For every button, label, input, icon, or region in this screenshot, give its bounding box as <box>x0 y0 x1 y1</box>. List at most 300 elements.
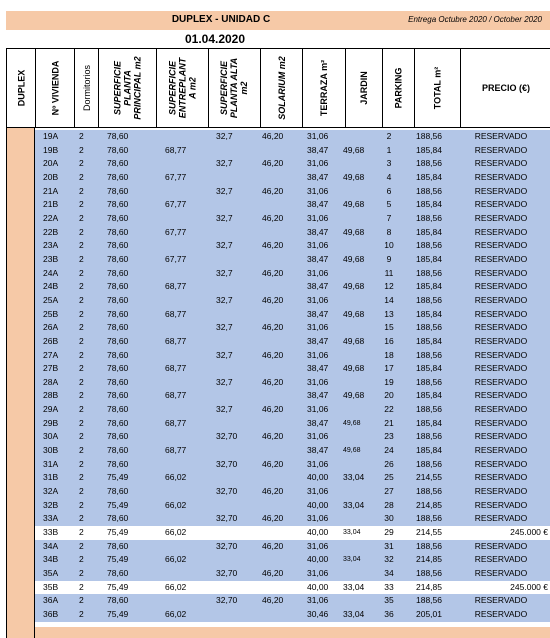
cell-dorm: 2 <box>79 527 84 538</box>
cell-so: 46,20 <box>262 158 284 169</box>
cell-pr: RESERVADO <box>474 568 528 578</box>
delivery-date: Entrega Octubre 2020 / October 2020 <box>408 15 542 24</box>
table-row <box>35 362 550 376</box>
cell-viv: 20A <box>43 158 59 169</box>
cell-viv: 30A <box>43 431 59 442</box>
cell-viv: 19B <box>43 144 59 155</box>
cell-dorm: 2 <box>79 322 84 333</box>
header-dormitorios-label: Dormitorios <box>81 64 92 112</box>
cell-sa: 32,70 <box>216 595 238 606</box>
cell-to: 188,56 <box>416 267 442 278</box>
cell-pa: 16 <box>384 335 394 346</box>
cell-viv: 35A <box>43 568 59 578</box>
section-sidebar <box>6 128 35 638</box>
cell-dorm: 2 <box>79 404 84 415</box>
header-sup-alta-line-2: PLANTA ALTA <box>229 57 240 119</box>
cell-dorm: 2 <box>79 540 84 551</box>
cell-to: 188,56 <box>416 568 442 578</box>
cell-sp: 78,60 <box>107 212 129 223</box>
cell-sp: 78,60 <box>107 226 129 237</box>
header-sup-entreplanta-line-2: ENTREPLANT <box>177 57 188 119</box>
cell-so: 46,20 <box>262 294 284 305</box>
cell-pa: 20 <box>384 390 394 401</box>
cell-sp: 78,60 <box>107 335 129 346</box>
cell-viv: 32A <box>43 486 59 497</box>
cell-dorm: 2 <box>79 363 84 374</box>
cell-dorm: 2 <box>79 171 84 182</box>
header-section <box>7 49 36 127</box>
cell-pr: RESERVADO <box>474 240 528 251</box>
cell-pa: 28 <box>384 499 394 510</box>
document-title: DUPLEX - UNIDAD C <box>171 14 271 25</box>
cell-to: 185,84 <box>416 308 442 319</box>
cell-sa: 32,70 <box>216 486 238 497</box>
cell-ja: 49,68 <box>343 419 361 427</box>
cell-sp: 78,60 <box>107 417 129 428</box>
cell-te: 31,06 <box>307 376 329 387</box>
cell-dorm: 2 <box>79 294 84 305</box>
cell-dorm: 2 <box>79 185 84 196</box>
cell-sp: 78,60 <box>107 376 129 387</box>
cell-viv: 30B <box>43 445 59 456</box>
cell-pr: RESERVADO <box>474 226 528 237</box>
header-parking-label: PARKING <box>393 67 404 109</box>
cell-pr: RESERVADO <box>474 267 528 278</box>
cell-viv: 23B <box>43 253 59 264</box>
header-sup-entreplanta-line-1: SUPERFICIE <box>167 61 178 116</box>
cell-pr: RESERVADO <box>474 281 528 292</box>
cell-viv: 31A <box>43 458 59 469</box>
cell-to: 185,84 <box>416 171 442 182</box>
cell-sp: 78,60 <box>107 253 129 264</box>
cell-sp: 75,49 <box>107 527 129 538</box>
cell-te: 31,06 <box>307 240 329 251</box>
table-row <box>35 526 550 540</box>
cell-pr: RESERVADO <box>474 608 528 619</box>
cell-sa: 32,7 <box>216 185 233 196</box>
cell-pa: 13 <box>384 308 394 319</box>
cell-sa: 32,7 <box>216 131 233 141</box>
cell-pr: RESERVADO <box>474 335 528 346</box>
cell-te: 40,00 <box>307 499 329 510</box>
cell-to: 185,84 <box>416 199 442 210</box>
cell-to: 185,84 <box>416 363 442 374</box>
cell-te: 38,47 <box>307 363 329 374</box>
cell-dorm: 2 <box>79 608 84 619</box>
cell-ja: 49,68 <box>343 171 365 182</box>
cell-sp: 78,60 <box>107 390 129 401</box>
cell-dorm: 2 <box>79 144 84 155</box>
cell-to: 188,56 <box>416 131 442 141</box>
cell-dorm: 2 <box>79 158 84 169</box>
table-row <box>35 376 550 390</box>
cell-ja: 49,68 <box>343 390 365 401</box>
cell-pa: 30 <box>384 513 394 524</box>
cell-pr: RESERVADO <box>474 349 528 360</box>
table-row <box>35 430 550 444</box>
cell-pa: 36 <box>384 608 394 619</box>
cell-dorm: 2 <box>79 499 84 510</box>
cell-ja: 33,04 <box>343 556 361 564</box>
cell-pa: 29 <box>384 527 394 538</box>
cell-se: 66,02 <box>165 499 187 510</box>
table-row <box>35 144 550 158</box>
table-row <box>35 280 550 294</box>
cell-viv: 25B <box>43 308 59 319</box>
cell-pr: RESERVADO <box>474 308 528 319</box>
cell-to: 188,56 <box>416 294 442 305</box>
cell-sp: 78,60 <box>107 171 129 182</box>
header-jardin <box>346 49 383 127</box>
cell-pr: RESERVADO <box>474 486 528 497</box>
cell-sp: 78,60 <box>107 595 129 606</box>
cell-te: 40,00 <box>307 472 329 483</box>
cell-pa: 25 <box>384 472 394 483</box>
cell-pr: RESERVADO <box>474 294 528 305</box>
cell-pr: RESERVADO <box>474 363 528 374</box>
cell-sa: 32,7 <box>216 376 233 387</box>
cell-te: 38,47 <box>307 308 329 319</box>
cell-sp: 78,60 <box>107 144 129 155</box>
cell-pr: RESERVADO <box>474 322 528 333</box>
cell-to: 188,56 <box>416 185 442 196</box>
cell-dorm: 2 <box>79 281 84 292</box>
cell-so: 46,20 <box>262 458 284 469</box>
cell-pr: RESERVADO <box>474 144 528 155</box>
cell-pa: 5 <box>386 199 392 210</box>
cell-to: 185,84 <box>416 445 442 456</box>
cell-te: 31,06 <box>307 322 329 333</box>
table-row <box>35 581 550 595</box>
cell-sa: 32,7 <box>216 267 233 278</box>
cell-se: 67,77 <box>165 171 187 182</box>
cell-pr: RESERVADO <box>474 431 528 442</box>
cell-se: 68,77 <box>165 417 187 428</box>
cell-pr: RESERVADO <box>474 458 528 469</box>
table-footer-band <box>35 627 550 638</box>
cell-dorm: 2 <box>79 253 84 264</box>
cell-sp: 78,60 <box>107 158 129 169</box>
cell-pa: 27 <box>384 486 394 497</box>
table-row <box>35 239 550 253</box>
cell-te: 38,47 <box>307 390 329 401</box>
header-solarium <box>261 49 303 127</box>
cell-sa: 32,7 <box>216 349 233 360</box>
cell-sp: 78,60 <box>107 281 129 292</box>
cell-ja: 33,04 <box>343 499 365 510</box>
cell-sp: 78,60 <box>107 404 129 415</box>
cell-pr: RESERVADO <box>474 253 528 264</box>
cell-so: 46,20 <box>262 595 284 606</box>
cell-dorm: 2 <box>79 335 84 346</box>
cell-pa: 1 <box>386 144 392 155</box>
cell-dorm: 2 <box>79 458 84 469</box>
cell-viv: 26A <box>43 322 59 333</box>
cell-ja: 49,68 <box>343 363 365 374</box>
cell-pa: 34 <box>384 568 394 578</box>
cell-dorm: 2 <box>79 581 84 592</box>
cell-dorm: 2 <box>79 226 84 237</box>
cell-dorm: 2 <box>79 431 84 442</box>
cell-to: 214,85 <box>416 581 442 592</box>
cell-dorm: 2 <box>79 199 84 210</box>
header-sup-principal-line-3: PRINCIPAL m2 <box>132 56 143 120</box>
cell-so: 46,20 <box>262 185 284 196</box>
cell-dorm: 2 <box>79 554 84 565</box>
cell-pa: 21 <box>384 417 394 428</box>
cell-te: 31,06 <box>307 431 329 442</box>
cell-pa: 19 <box>384 376 394 387</box>
cell-sp: 78,60 <box>107 267 129 278</box>
cell-sp: 78,60 <box>107 294 129 305</box>
cell-dorm: 2 <box>79 390 84 401</box>
cell-ja: 33,04 <box>343 581 365 592</box>
cell-te: 31,06 <box>307 267 329 278</box>
header-sup-entreplanta <box>157 49 209 127</box>
table-row <box>35 185 550 199</box>
cell-te: 38,47 <box>307 281 329 292</box>
cell-pr: RESERVADO <box>474 212 528 223</box>
cell-sa: 32,7 <box>216 212 233 223</box>
header-sup-entreplanta-label <box>168 58 198 119</box>
cell-pa: 12 <box>384 281 394 292</box>
cell-dorm: 2 <box>79 472 84 483</box>
cell-dorm: 2 <box>79 212 84 223</box>
cell-sp: 75,49 <box>107 472 129 483</box>
cell-to: 185,84 <box>416 390 442 401</box>
cell-pa: 11 <box>384 267 394 278</box>
table-row <box>35 321 550 335</box>
cell-se: 66,02 <box>165 472 187 483</box>
cell-to: 188,56 <box>416 458 442 469</box>
cell-pa: 24 <box>384 445 394 456</box>
cell-te: 38,47 <box>307 417 329 428</box>
cell-to: 188,56 <box>416 404 442 415</box>
cell-te: 31,06 <box>307 458 329 469</box>
cell-pa: 2 <box>386 131 392 141</box>
cell-sp: 78,60 <box>107 513 129 524</box>
header-precio <box>461 49 550 127</box>
header-sup-principal-line-2: PLANTA <box>122 70 133 106</box>
table-row <box>35 349 550 363</box>
cell-pr: RESERVADO <box>474 131 528 141</box>
cell-te: 38,47 <box>307 445 329 456</box>
cell-pr: RESERVADO <box>474 445 528 456</box>
cell-so: 46,20 <box>262 212 284 223</box>
cell-se: 68,77 <box>165 308 187 319</box>
header-sup-principal-line-1: SUPERFICIE <box>112 61 123 116</box>
cell-te: 31,06 <box>307 513 329 524</box>
header-dormitorios <box>75 49 99 127</box>
cell-sp: 78,60 <box>107 458 129 469</box>
cell-pa: 6 <box>386 185 392 196</box>
header-sup-alta-label <box>220 58 250 118</box>
cell-se: 68,77 <box>165 390 187 401</box>
cell-sp: 78,60 <box>107 486 129 497</box>
cell-so: 46,20 <box>262 540 284 551</box>
cell-te: 40,00 <box>307 581 329 592</box>
cell-dorm: 2 <box>79 267 84 278</box>
cell-viv: 22B <box>43 226 59 237</box>
header-solarium-label: SOLARIUM m2 <box>276 56 287 120</box>
cell-pr: RESERVADO <box>474 390 528 401</box>
cell-pa: 9 <box>386 253 392 264</box>
cell-sa: 32,70 <box>216 568 238 578</box>
cell-viv: 29A <box>43 404 59 415</box>
cell-pa: 35 <box>384 595 394 606</box>
cell-pa: 32 <box>384 554 394 565</box>
cell-dorm: 2 <box>79 445 84 456</box>
table-row <box>35 308 550 322</box>
cell-to: 214,85 <box>416 499 442 510</box>
cell-sp: 78,60 <box>107 185 129 196</box>
table-row <box>35 471 550 485</box>
cell-sp: 78,60 <box>107 131 129 141</box>
cell-ja: 33,04 <box>343 608 365 619</box>
cell-se: 68,77 <box>165 281 187 292</box>
table-row <box>35 226 550 240</box>
cell-viv: 27A <box>43 349 59 360</box>
cell-ja: 49,68 <box>343 144 365 155</box>
cell-sp: 78,60 <box>107 240 129 251</box>
cell-sa: 32,7 <box>216 158 233 169</box>
cell-pr: RESERVADO <box>474 472 528 483</box>
cell-dorm: 2 <box>79 131 84 141</box>
cell-viv: 28B <box>43 390 59 401</box>
header-sup-principal-label <box>113 56 143 119</box>
cell-so: 46,20 <box>262 322 284 333</box>
cell-viv: 32B <box>43 499 59 510</box>
cell-te: 31,06 <box>307 404 329 415</box>
cell-te: 40,00 <box>307 527 329 538</box>
cell-sa: 32,7 <box>216 322 233 333</box>
cell-pa: 4 <box>386 171 392 182</box>
table-row <box>35 253 550 267</box>
cell-sa: 32,70 <box>216 458 238 469</box>
cell-to: 188,56 <box>416 212 442 223</box>
cell-ja: 33,04 <box>343 472 365 483</box>
cell-pr: RESERVADO <box>474 595 528 606</box>
cell-sp: 78,60 <box>107 308 129 319</box>
cell-sp: 78,60 <box>107 445 129 456</box>
cell-ja: 49,68 <box>343 199 365 210</box>
cell-sp: 78,60 <box>107 540 129 551</box>
cell-sp: 75,49 <box>107 581 129 592</box>
cell-so: 46,20 <box>262 404 284 415</box>
cell-to: 188,56 <box>416 322 442 333</box>
cell-pr: RESERVADO <box>474 404 528 415</box>
cell-sa: 32,70 <box>216 431 238 442</box>
table-row <box>35 389 550 403</box>
table-row <box>35 499 550 513</box>
table-row <box>35 130 550 144</box>
cell-to: 188,56 <box>416 595 442 606</box>
cell-te: 31,06 <box>307 294 329 305</box>
table-row <box>35 171 550 185</box>
cell-to: 185,84 <box>416 226 442 237</box>
cell-so: 46,20 <box>262 349 284 360</box>
cell-ja: 49,68 <box>343 308 365 319</box>
cell-sp: 78,60 <box>107 431 129 442</box>
table-row <box>35 417 550 431</box>
cell-se: 68,77 <box>165 363 187 374</box>
cell-viv: 27B <box>43 363 59 374</box>
table-row <box>35 567 550 581</box>
cell-to: 188,56 <box>416 540 442 551</box>
report-date: 01.04.2020 <box>184 32 246 46</box>
cell-te: 38,47 <box>307 199 329 210</box>
table-row <box>35 198 550 212</box>
cell-pr: RESERVADO <box>474 199 528 210</box>
cell-ja: 49,68 <box>343 335 365 346</box>
cell-te: 31,06 <box>307 212 329 223</box>
cell-te: 31,06 <box>307 540 329 551</box>
cell-pr: 245.000 € <box>510 581 548 592</box>
cell-dorm: 2 <box>79 595 84 606</box>
cell-sa: 32,70 <box>216 513 238 524</box>
cell-viv: 23A <box>43 240 59 251</box>
cell-se: 68,77 <box>165 335 187 346</box>
cell-pa: 8 <box>386 226 392 237</box>
cell-to: 188,56 <box>416 158 442 169</box>
cell-se: 67,77 <box>165 226 187 237</box>
table-row <box>35 444 550 458</box>
cell-so: 46,20 <box>262 568 284 578</box>
cell-sa: 32,70 <box>216 540 238 551</box>
cell-se: 68,77 <box>165 144 187 155</box>
cell-te: 31,06 <box>307 349 329 360</box>
cell-pa: 15 <box>384 322 394 333</box>
table-row <box>35 485 550 499</box>
cell-viv: 25A <box>43 294 59 305</box>
cell-dorm: 2 <box>79 240 84 251</box>
cell-pa: 17 <box>384 363 394 374</box>
cell-to: 185,84 <box>416 417 442 428</box>
header-sup-entreplanta-line-3: A m2 <box>187 77 198 99</box>
cell-sp: 78,60 <box>107 322 129 333</box>
cell-viv: 21A <box>43 185 59 196</box>
cell-te: 38,47 <box>307 171 329 182</box>
header-sup-alta-line-3: m2 <box>239 81 250 95</box>
table-row <box>35 608 550 622</box>
cell-viv: 22A <box>43 212 59 223</box>
cell-viv: 24B <box>43 281 59 292</box>
cell-dorm: 2 <box>79 513 84 524</box>
cell-dorm: 2 <box>79 417 84 428</box>
cell-sp: 75,49 <box>107 608 129 619</box>
cell-se: 66,02 <box>165 554 187 565</box>
cell-to: 188,56 <box>416 513 442 524</box>
cell-te: 31,06 <box>307 595 329 606</box>
table-row <box>35 553 550 567</box>
header-vivienda <box>36 49 75 127</box>
cell-dorm: 2 <box>79 349 84 360</box>
cell-pa: 14 <box>384 294 394 305</box>
cell-sp: 75,49 <box>107 499 129 510</box>
cell-so: 46,20 <box>262 486 284 497</box>
cell-sa: 32,7 <box>216 404 233 415</box>
title-bar <box>6 11 550 30</box>
cell-pr: RESERVADO <box>474 376 528 387</box>
header-parking <box>383 49 415 127</box>
cell-te: 38,47 <box>307 253 329 264</box>
cell-pa: 22 <box>384 404 394 415</box>
cell-pa: 10 <box>384 240 394 251</box>
cell-se: 68,77 <box>165 445 187 456</box>
cell-se: 67,77 <box>165 253 187 264</box>
cell-so: 46,20 <box>262 240 284 251</box>
cell-te: 38,47 <box>307 144 329 155</box>
